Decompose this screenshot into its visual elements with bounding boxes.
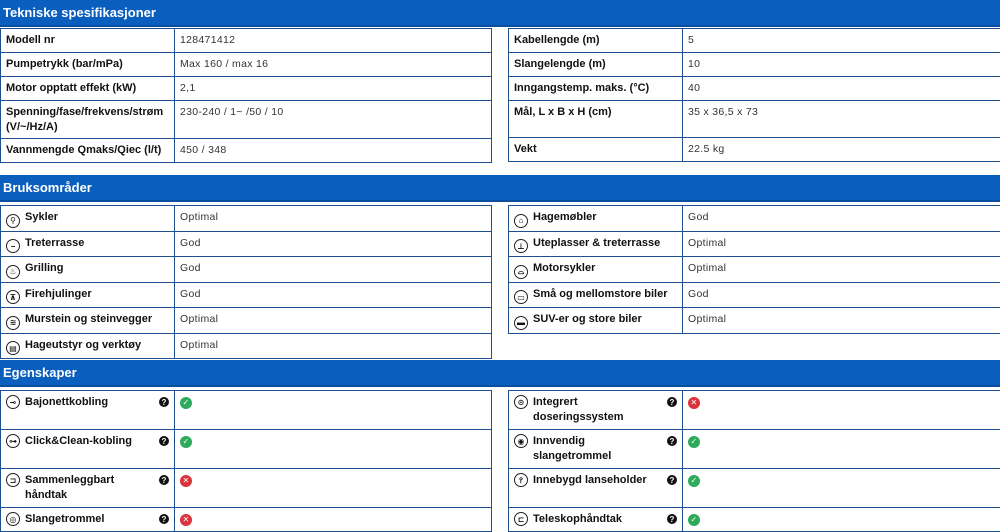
spec-row xyxy=(509,53,1000,77)
help-icon[interactable]: ? xyxy=(667,436,677,446)
feature-row xyxy=(1,508,492,532)
feature-label-cell xyxy=(1,430,175,469)
dosing-system-icon: ⊙ xyxy=(514,395,528,409)
lance-holder-icon: ⫯ xyxy=(514,473,528,487)
spec-value: 35 x 36,5 x 73 xyxy=(683,101,1000,138)
spec-row xyxy=(509,29,1000,53)
usage-label: Små og mellomstore biler xyxy=(533,288,667,300)
spec-row xyxy=(1,77,492,101)
feature-row xyxy=(509,430,1000,469)
feature-label: Bajonettkobling xyxy=(25,395,108,410)
usage-rating: Optimal xyxy=(175,333,492,359)
usage-label-cell xyxy=(1,231,175,257)
feature-label-cell xyxy=(509,508,683,532)
usage-label-cell xyxy=(509,282,683,308)
usage-label: Uteplasser & treterrasse xyxy=(533,237,660,249)
usage-rating: Optimal xyxy=(175,206,492,232)
check-icon: ✓ xyxy=(688,475,700,487)
hose-reel-icon: ◎ xyxy=(6,512,20,526)
feature-label-cell xyxy=(1,391,175,430)
help-icon[interactable]: ? xyxy=(159,514,169,524)
help-icon[interactable]: ? xyxy=(667,514,677,524)
usage-label-cell xyxy=(1,257,175,283)
usage-label: Murstein og steinvegger xyxy=(25,313,152,325)
usage-rating: God xyxy=(683,206,1000,232)
feature-label-cell xyxy=(1,469,175,508)
spec-value: 10 xyxy=(683,53,1000,77)
feature-row xyxy=(1,430,492,469)
spec-row xyxy=(1,139,492,163)
usage-label-cell xyxy=(509,308,683,334)
usage-section-title: Bruksområder xyxy=(0,175,1000,202)
usage-label: Hageutstyr og verktøy xyxy=(25,339,141,351)
usage-row xyxy=(509,257,1000,283)
help-icon[interactable]: ? xyxy=(159,475,169,485)
spec-row xyxy=(1,29,492,53)
garden-furniture-icon: ⌂ xyxy=(514,214,528,228)
feature-label: Integrert doseringssystem xyxy=(533,395,662,425)
spec-label: Slangelengde (m) xyxy=(509,53,683,77)
spec-label: Vekt xyxy=(509,138,683,162)
usage-rating: God xyxy=(175,282,492,308)
spec-value: 128471412 xyxy=(175,29,492,53)
spec-label: Inngangstemp. maks. (°C) xyxy=(509,77,683,101)
brick-wall-icon: ≋ xyxy=(6,316,20,330)
feature-availability xyxy=(683,469,1000,508)
patio-icon: ⊥ xyxy=(514,239,528,253)
usage-label-cell xyxy=(1,206,175,232)
cross-icon: ✕ xyxy=(180,475,192,487)
garden-tools-icon: ▤ xyxy=(6,341,20,355)
usage-row xyxy=(1,333,492,359)
feature-label: Innebygd lanseholder xyxy=(533,473,647,488)
usage-label: SUV-er og store biler xyxy=(533,313,642,325)
feature-row xyxy=(1,469,492,508)
spec-row xyxy=(1,53,492,77)
specs-table-right xyxy=(508,28,1000,162)
help-icon[interactable]: ? xyxy=(667,475,677,485)
usage-table-left xyxy=(0,205,492,359)
help-icon[interactable]: ? xyxy=(159,436,169,446)
telescopic-handle-icon: ⊏ xyxy=(514,512,528,526)
feature-label: Click&Clean-kobling xyxy=(25,434,132,449)
feature-label: Slangetrommel xyxy=(25,512,104,527)
cross-icon: ✕ xyxy=(180,514,192,526)
feature-label: Innvendig slangetrommel xyxy=(533,434,662,464)
usage-label-cell xyxy=(509,231,683,257)
features-table-left xyxy=(0,390,492,532)
feature-label-cell xyxy=(509,430,683,469)
spec-value: 22.5 kg xyxy=(683,138,1000,162)
check-icon: ✓ xyxy=(688,514,700,526)
folding-handle-icon: ⊐ xyxy=(6,473,20,487)
usage-rating: Optimal xyxy=(683,257,1000,283)
spec-label: Modell nr xyxy=(1,29,175,53)
usage-row xyxy=(509,206,1000,232)
check-icon: ✓ xyxy=(180,436,192,448)
usage-row xyxy=(509,231,1000,257)
feature-availability xyxy=(175,391,492,430)
features-section-title: Egenskaper xyxy=(0,360,1000,387)
usage-label-cell xyxy=(509,257,683,283)
feature-availability xyxy=(175,469,492,508)
spec-row xyxy=(1,101,492,139)
spec-value: 450 / 348 xyxy=(175,139,492,163)
feature-row xyxy=(509,469,1000,508)
feature-row xyxy=(509,391,1000,430)
usage-row xyxy=(509,308,1000,334)
spec-label: Motor opptatt effekt (kW) xyxy=(1,77,175,101)
feature-availability xyxy=(175,430,492,469)
help-icon[interactable]: ? xyxy=(159,397,169,407)
feature-label: Teleskophåndtak xyxy=(533,512,622,527)
feature-row xyxy=(1,391,492,430)
feature-availability xyxy=(683,508,1000,532)
feature-availability xyxy=(683,391,1000,430)
features-table-right xyxy=(508,390,1000,532)
usage-rating: God xyxy=(683,282,1000,308)
bicycle-icon: ⚲ xyxy=(6,214,20,228)
help-icon[interactable]: ? xyxy=(667,397,677,407)
deck-icon: − xyxy=(6,239,20,253)
usage-label: Sykler xyxy=(25,211,58,223)
bayonet-coupling-icon: ⊸ xyxy=(6,395,20,409)
specs-table-left xyxy=(0,28,492,163)
spec-value: 230-240 / 1~ /50 / 10 xyxy=(175,101,492,139)
spec-value: Max 160 / max 16 xyxy=(175,53,492,77)
spec-row xyxy=(509,138,1000,162)
spec-label: Pumpetrykk (bar/mPa) xyxy=(1,53,175,77)
specs-section-title: Tekniske spesifikasjoner xyxy=(0,0,1000,27)
spec-row xyxy=(509,101,1000,138)
click-clean-coupling-icon: ⊶ xyxy=(6,434,20,448)
usage-row xyxy=(1,231,492,257)
usage-rating: God xyxy=(175,257,492,283)
spec-label: Vannmengde Qmaks/Qiec (l/t) xyxy=(1,139,175,163)
usage-label: Hagemøbler xyxy=(533,211,597,223)
usage-row xyxy=(1,257,492,283)
spec-label: Mål, L x B x H (cm) xyxy=(509,101,683,138)
usage-label-cell xyxy=(1,308,175,334)
usage-row xyxy=(1,308,492,334)
spec-value: 40 xyxy=(683,77,1000,101)
suv-icon: ▬ xyxy=(514,316,528,330)
usage-rating: Optimal xyxy=(683,308,1000,334)
usage-label-cell xyxy=(1,282,175,308)
check-icon: ✓ xyxy=(688,436,700,448)
feature-row xyxy=(509,508,1000,532)
usage-label: Motorsykler xyxy=(533,262,595,274)
spec-label: Spenning/fase/frekvens/strøm (V/~/Hz/A) xyxy=(1,101,175,139)
usage-label: Firehjulinger xyxy=(25,288,92,300)
feature-label: Sammenleggbart håndtak xyxy=(25,473,154,503)
spec-value: 5 xyxy=(683,29,1000,53)
atv-icon: ⊼ xyxy=(6,290,20,304)
feature-label-cell xyxy=(509,391,683,430)
check-icon: ✓ xyxy=(180,397,192,409)
usage-label-cell xyxy=(509,206,683,232)
spec-label: Kabellengde (m) xyxy=(509,29,683,53)
usage-row xyxy=(1,282,492,308)
grill-icon: ♨ xyxy=(6,265,20,279)
motorcycle-icon: ⌓ xyxy=(514,265,528,279)
usage-rating: Optimal xyxy=(175,308,492,334)
cross-icon: ✕ xyxy=(688,397,700,409)
usage-label: Grilling xyxy=(25,262,64,274)
usage-row xyxy=(1,206,492,232)
feature-availability xyxy=(683,430,1000,469)
usage-label-cell xyxy=(1,333,175,359)
usage-row xyxy=(509,282,1000,308)
spec-row xyxy=(509,77,1000,101)
internal-hose-reel-icon: ◉ xyxy=(514,434,528,448)
usage-table-right xyxy=(508,205,1000,334)
usage-rating: Optimal xyxy=(683,231,1000,257)
car-icon: ▭ xyxy=(514,290,528,304)
feature-label-cell xyxy=(1,508,175,532)
usage-rating: God xyxy=(175,231,492,257)
usage-label: Treterrasse xyxy=(25,237,84,249)
spec-value: 2,1 xyxy=(175,77,492,101)
feature-label-cell xyxy=(509,469,683,508)
feature-availability xyxy=(175,508,492,532)
